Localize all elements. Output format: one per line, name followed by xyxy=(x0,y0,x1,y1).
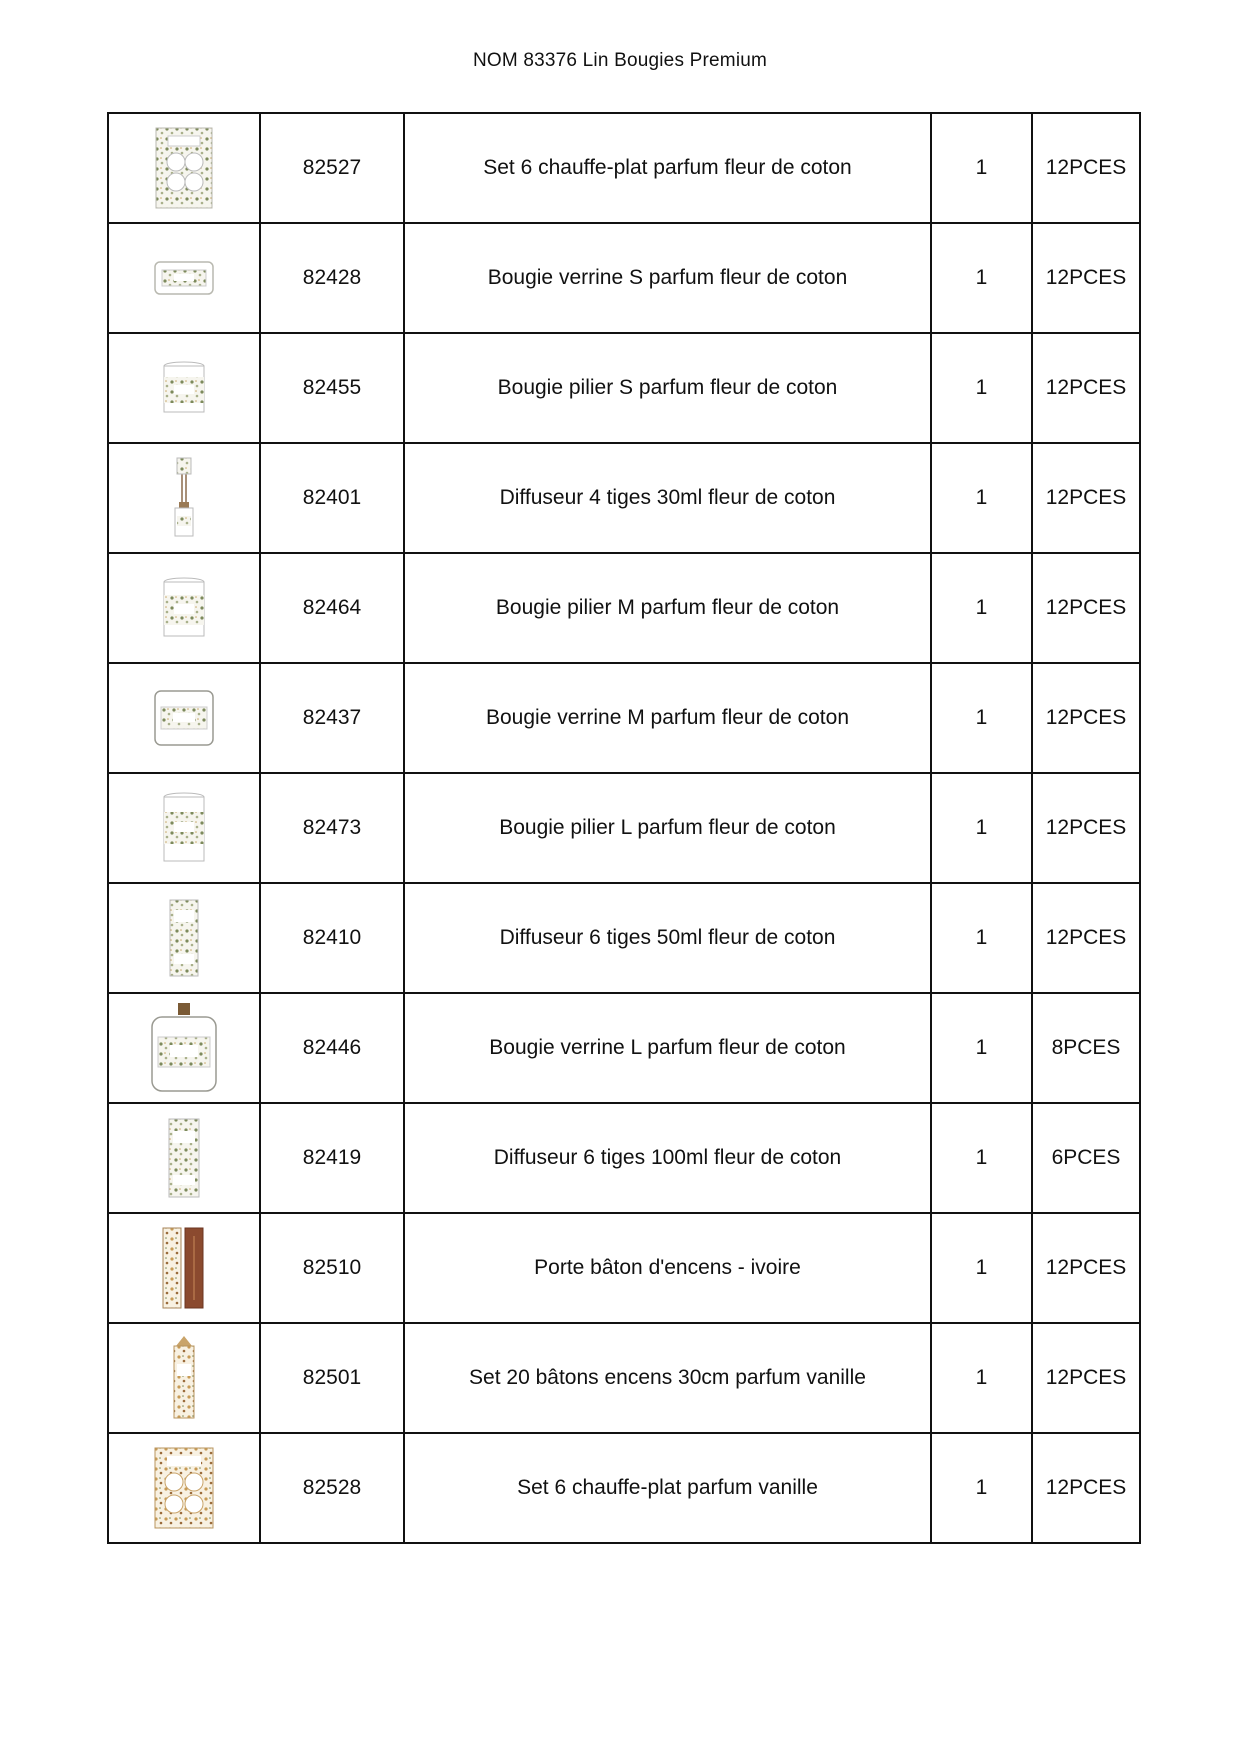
page-title: NOM 83376 Lin Bougies Premium xyxy=(472,50,768,71)
product-code: 82501 xyxy=(260,1323,404,1433)
product-description: Bougie verrine L parfum fleur de coton xyxy=(404,993,931,1103)
pillar-candle-image xyxy=(159,575,209,641)
product-quantity: 1 xyxy=(931,993,1032,1103)
product-description: Bougie verrine S parfum fleur de coton xyxy=(404,223,931,333)
product-image-cell xyxy=(108,1213,260,1323)
product-quantity: 1 xyxy=(931,773,1032,883)
product-quantity: 1 xyxy=(931,443,1032,553)
table-row xyxy=(108,1103,1140,1213)
product-pack: 8PCES xyxy=(1032,993,1140,1103)
product-code: 82473 xyxy=(260,773,404,883)
product-pack: 12PCES xyxy=(1032,883,1140,993)
tealight-box-vanilla-image xyxy=(153,1446,215,1530)
product-image-cell xyxy=(108,1323,260,1433)
product-image-cell xyxy=(108,333,260,443)
product-quantity: 1 xyxy=(931,1103,1032,1213)
table-row xyxy=(108,443,1140,553)
product-pack: 12PCES xyxy=(1032,773,1140,883)
table-row xyxy=(108,113,1140,223)
product-code: 82455 xyxy=(260,333,404,443)
incense-holder-image xyxy=(159,1226,209,1310)
product-description: Bougie pilier M parfum fleur de coton xyxy=(404,553,931,663)
product-pack: 12PCES xyxy=(1032,113,1140,223)
product-description: Diffuseur 6 tiges 50ml fleur de coton xyxy=(404,883,931,993)
product-code: 82428 xyxy=(260,223,404,333)
glass-candle-lid-image xyxy=(148,1001,220,1095)
table-row xyxy=(108,223,1140,333)
product-pack: 12PCES xyxy=(1032,333,1140,443)
product-description: Bougie pilier S parfum fleur de coton xyxy=(404,333,931,443)
product-quantity: 1 xyxy=(931,113,1032,223)
glass-candle-image xyxy=(151,687,217,749)
product-image-cell xyxy=(108,223,260,333)
product-image-cell xyxy=(108,773,260,883)
product-pack: 12PCES xyxy=(1032,663,1140,773)
pillar-candle-image xyxy=(159,359,209,417)
product-quantity: 1 xyxy=(931,1213,1032,1323)
product-code: 82419 xyxy=(260,1103,404,1213)
product-code: 82527 xyxy=(260,113,404,223)
table-row xyxy=(108,993,1140,1103)
product-image-cell xyxy=(108,113,260,223)
product-quantity: 1 xyxy=(931,883,1032,993)
product-image-cell xyxy=(108,993,260,1103)
product-code: 82528 xyxy=(260,1433,404,1543)
pillar-candle-image xyxy=(159,790,209,866)
product-description: Set 6 chauffe-plat parfum vanille xyxy=(404,1433,931,1543)
product-image-cell xyxy=(108,1433,260,1543)
table-row xyxy=(108,663,1140,773)
product-pack: 12PCES xyxy=(1032,1323,1140,1433)
product-pack: 12PCES xyxy=(1032,1433,1140,1543)
product-description: Set 20 bâtons encens 30cm parfum vanille xyxy=(404,1323,931,1433)
table-row xyxy=(108,1323,1140,1433)
table-row xyxy=(108,1433,1140,1543)
product-table xyxy=(107,112,1141,1544)
product-description: Bougie verrine M parfum fleur de coton xyxy=(404,663,931,773)
product-code: 82437 xyxy=(260,663,404,773)
product-image-cell xyxy=(108,443,260,553)
table-row xyxy=(108,773,1140,883)
incense-sticks-image xyxy=(166,1334,202,1422)
product-description: Diffuseur 6 tiges 100ml fleur de coton xyxy=(404,1103,931,1213)
product-quantity: 1 xyxy=(931,333,1032,443)
glass-candle-image xyxy=(152,258,216,298)
product-pack: 12PCES xyxy=(1032,443,1140,553)
product-code: 82446 xyxy=(260,993,404,1103)
diffuser-image xyxy=(169,456,199,540)
tealight-box-image xyxy=(154,126,214,210)
product-code: 82410 xyxy=(260,883,404,993)
product-quantity: 1 xyxy=(931,553,1032,663)
table-row xyxy=(108,883,1140,993)
diffuser-box-image xyxy=(164,898,204,978)
table-row xyxy=(108,333,1140,443)
table-row xyxy=(108,553,1140,663)
table-row xyxy=(108,1213,1140,1323)
product-pack: 6PCES xyxy=(1032,1103,1140,1213)
product-quantity: 1 xyxy=(931,223,1032,333)
product-quantity: 1 xyxy=(931,1323,1032,1433)
product-code: 82401 xyxy=(260,443,404,553)
product-image-cell xyxy=(108,1103,260,1213)
product-description: Porte bâton d'encens - ivoire xyxy=(404,1213,931,1323)
product-description: Bougie pilier L parfum fleur de coton xyxy=(404,773,931,883)
product-pack: 12PCES xyxy=(1032,223,1140,333)
product-code: 82510 xyxy=(260,1213,404,1323)
product-pack: 12PCES xyxy=(1032,1213,1140,1323)
product-code: 82464 xyxy=(260,553,404,663)
product-image-cell xyxy=(108,663,260,773)
product-image-cell xyxy=(108,553,260,663)
product-pack: 12PCES xyxy=(1032,553,1140,663)
product-description: Diffuseur 4 tiges 30ml fleur de coton xyxy=(404,443,931,553)
product-quantity: 1 xyxy=(931,1433,1032,1543)
diffuser-box-image xyxy=(163,1117,205,1199)
product-quantity: 1 xyxy=(931,663,1032,773)
product-image-cell xyxy=(108,883,260,993)
product-description: Set 6 chauffe-plat parfum fleur de coton xyxy=(404,113,931,223)
